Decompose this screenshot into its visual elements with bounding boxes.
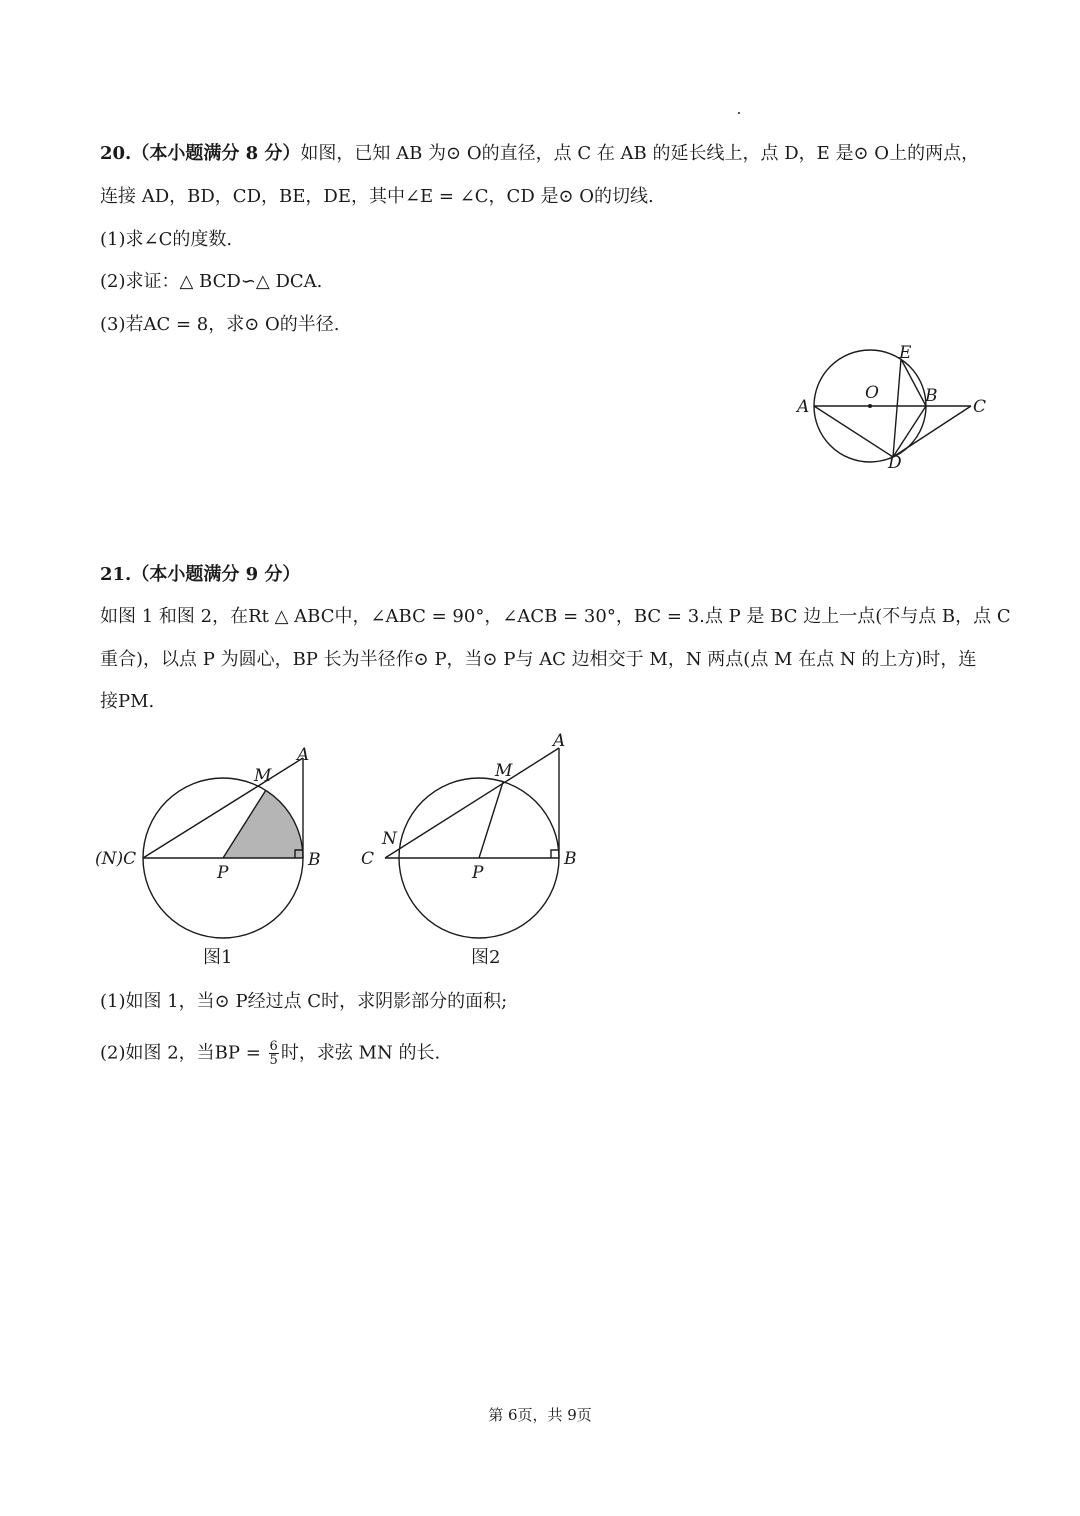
q21-part2 xyxy=(100,1040,440,1067)
q20-part2: (2)求证：△ BCD∽△ DCA. xyxy=(100,271,323,292)
segment-ad xyxy=(814,406,893,457)
q21-part2-suffix: 时，求弦 MN 的长. xyxy=(280,1042,441,1064)
q21-figure-1 xyxy=(90,735,330,979)
label-d: D xyxy=(888,453,902,473)
label-e: E xyxy=(899,343,912,363)
fraction-denominator: 5 xyxy=(269,1053,278,1068)
segment-cd xyxy=(893,406,971,457)
q21-figure-2 xyxy=(355,730,595,979)
label-a: A xyxy=(553,731,566,751)
speck xyxy=(738,112,740,114)
q21-heading: 21.（本小题满分 9 分） xyxy=(100,564,301,585)
q20-figure xyxy=(795,340,995,479)
label-a: A xyxy=(297,745,310,765)
q21-part1: (1)如图 1，当⊙ P经过点 C时，求阴影部分的面积; xyxy=(100,991,508,1012)
label-b: B xyxy=(564,849,577,869)
q20-heading: 20.（本小题满分 8 分） xyxy=(100,143,301,164)
label-c: C xyxy=(361,849,375,869)
right-angle-mark xyxy=(551,850,559,858)
segment-de xyxy=(893,359,901,457)
segment-bd xyxy=(893,406,926,457)
label-p: P xyxy=(472,863,484,883)
page-footer: 第 6页，共 9页 xyxy=(488,1406,592,1424)
label-a: A xyxy=(797,397,810,417)
q21-line3: 接PM. xyxy=(100,691,155,712)
q20-text-1: 如图，已知 AB 为⊙ O的直径，点 C 在 AB 的延长线上，点 D，E 是⊙ O上的两点， xyxy=(300,143,980,164)
segment-ca xyxy=(385,748,559,858)
q20-line1 xyxy=(100,142,979,166)
label-n: N xyxy=(382,829,397,849)
center-dot xyxy=(868,404,872,408)
q21-line1: 如图 1 和图 2，在Rt △ ABC中，∠ABC = 90°，∠ACB = 30°，BC = 3.点 P 是 BC 边上一点(不与点 B，点 C xyxy=(100,606,1011,627)
label-b: B xyxy=(925,386,938,406)
label-c: C xyxy=(973,397,987,417)
q20-part1: (1)求∠C的度数. xyxy=(100,229,233,250)
segment-be xyxy=(901,359,926,406)
label-o: O xyxy=(865,383,879,403)
figure-2-caption: 图2 xyxy=(471,947,501,968)
label-b: B xyxy=(308,850,321,870)
label-m: M xyxy=(254,766,272,786)
label-n-c: (N)C xyxy=(95,849,137,869)
fraction-numerator: 6 xyxy=(269,1039,278,1054)
q20-line2: 连接 AD，BD，CD，BE，DE，其中∠E = ∠C，CD 是⊙ O的切线. xyxy=(100,186,654,207)
label-p: P xyxy=(217,863,229,883)
q21-part2-prefix: (2)如图 2，当BP = xyxy=(100,1042,267,1064)
fraction xyxy=(269,1040,279,1067)
q21-line2: 重合)，以点 P 为圆心，BP 长为半径作⊙ P，当⊙ P与 AC 边相交于 M，N 两点(点 M 在点 N 的上方)时，连 xyxy=(100,649,977,670)
segment-pm xyxy=(479,782,503,858)
figure-1-caption: 图1 xyxy=(203,947,233,968)
q20-part3: (3)若AC = 8，求⊙ O的半径. xyxy=(100,314,340,335)
label-m: M xyxy=(495,761,513,781)
